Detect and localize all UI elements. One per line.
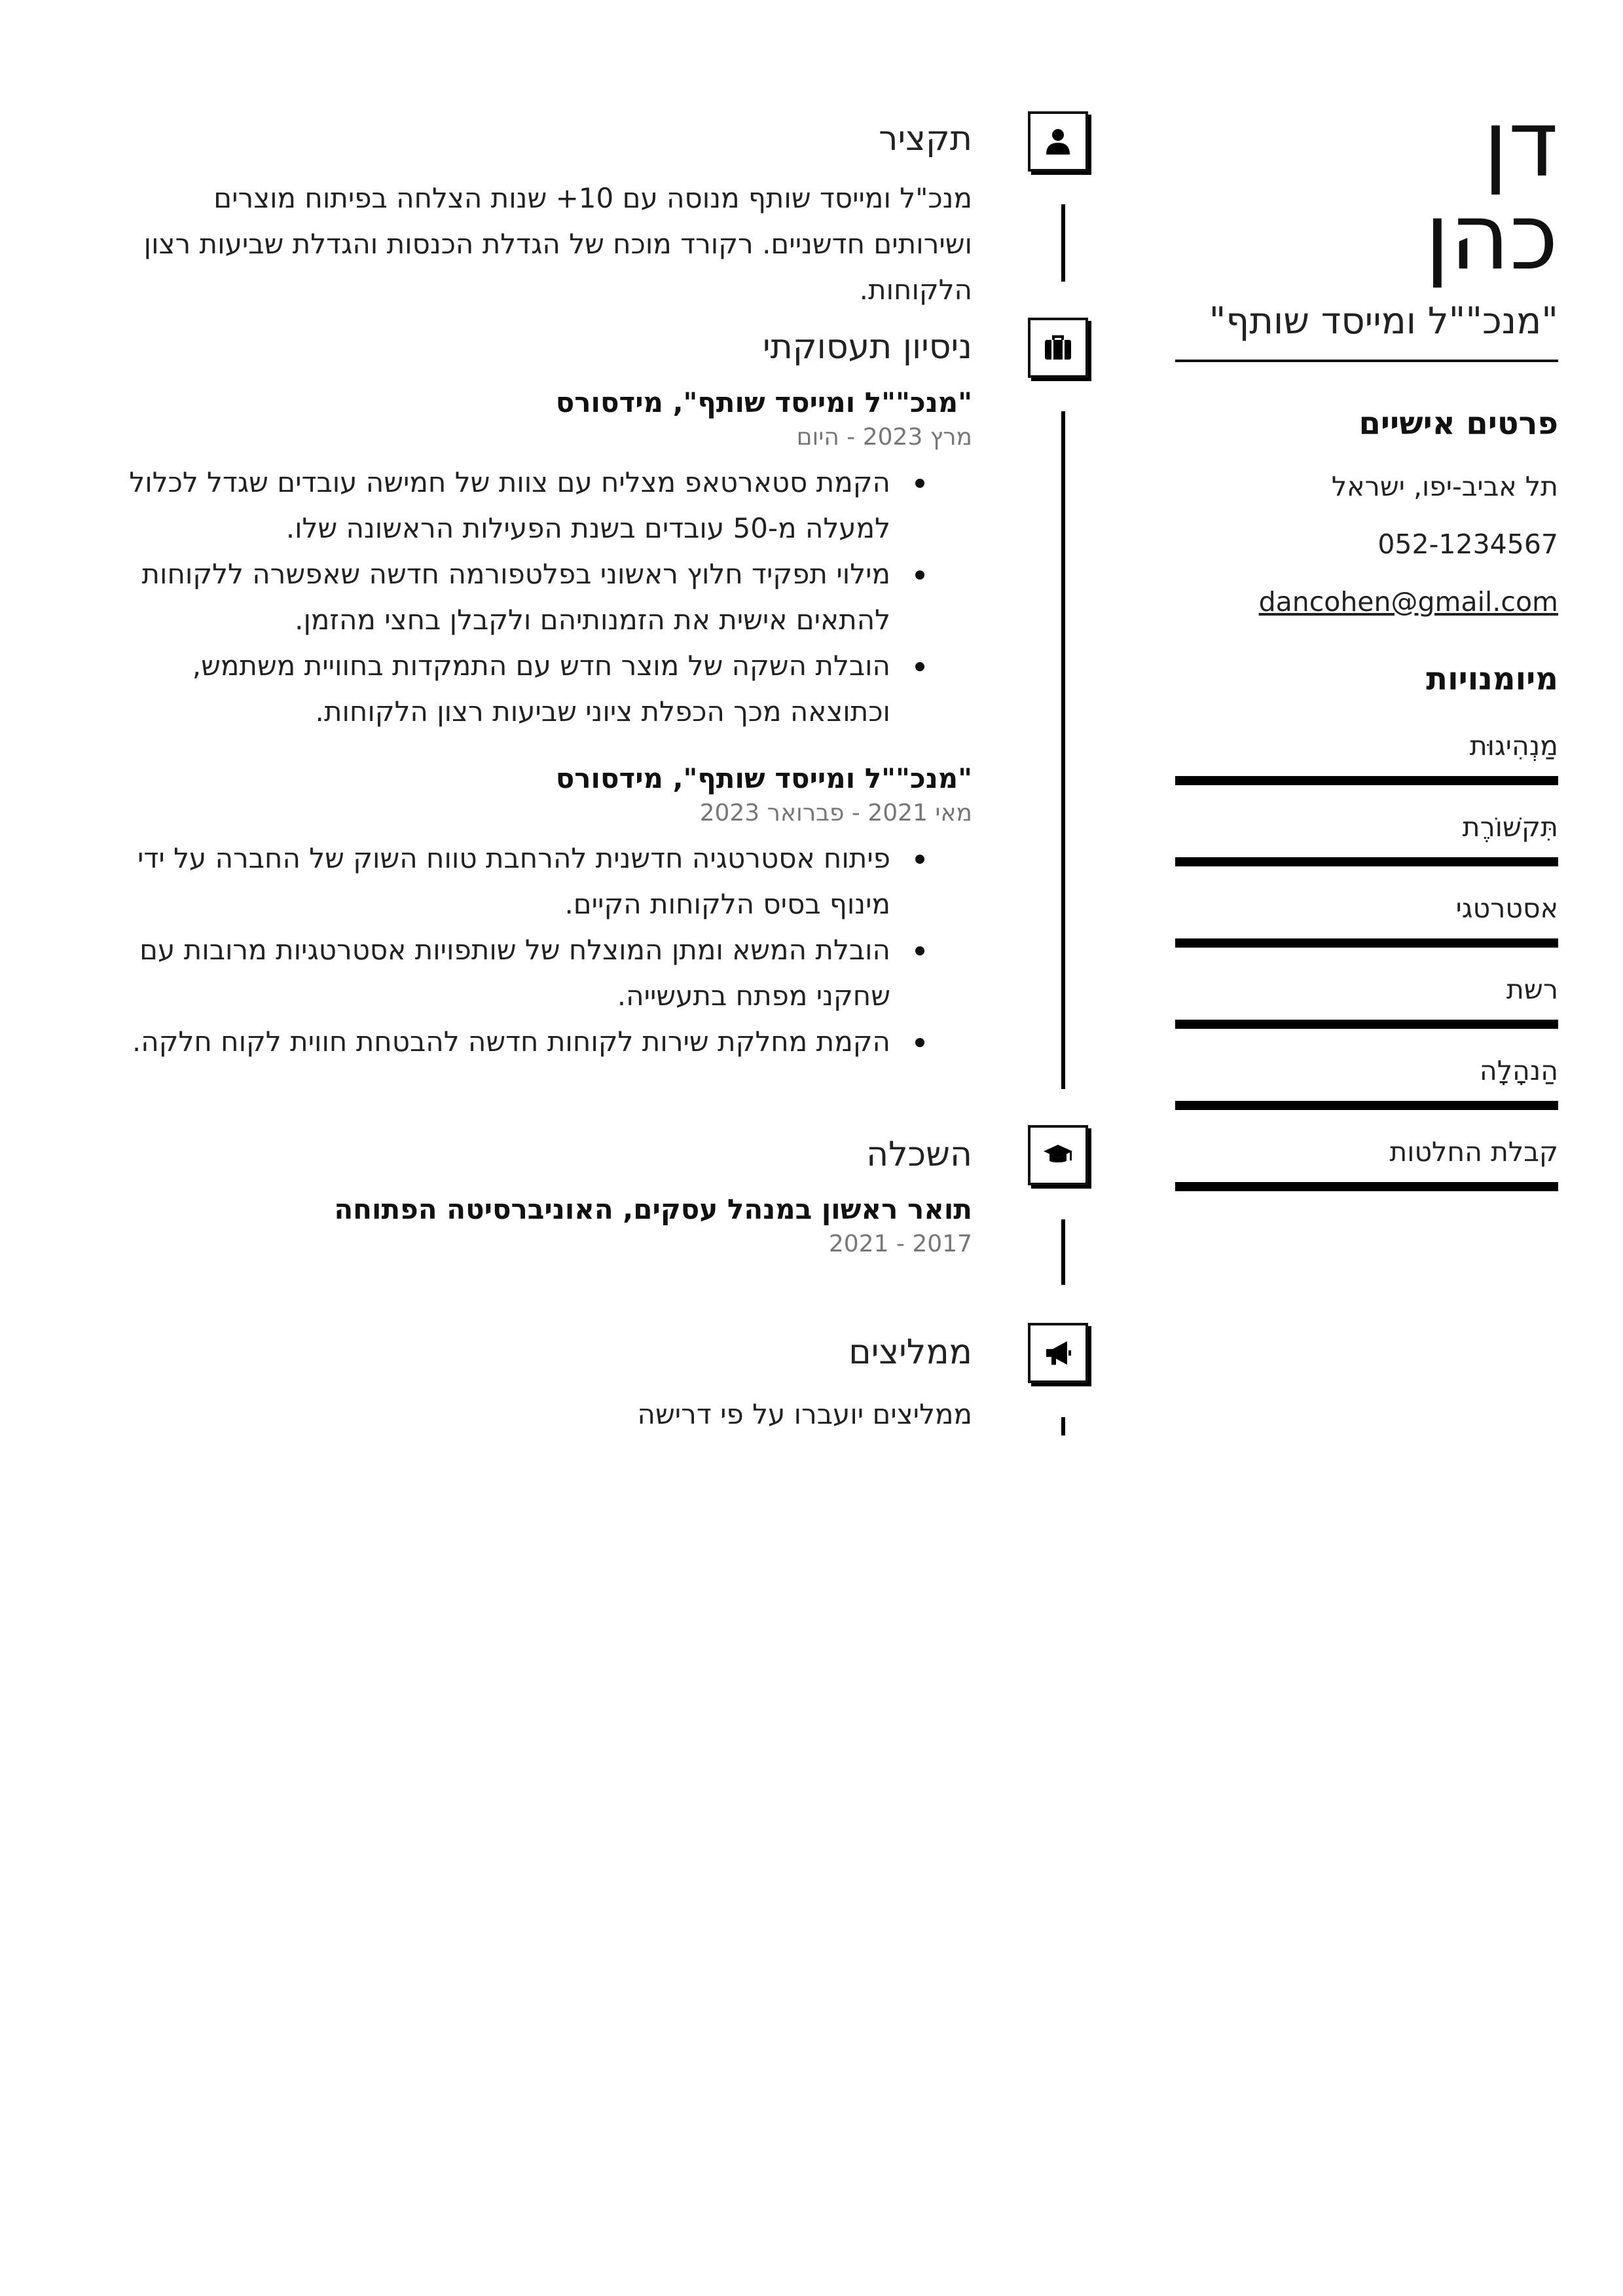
skill-label: תִּקשׁוֹרֶת xyxy=(1462,811,1558,843)
sidebar-divider xyxy=(1175,360,1558,362)
skill-level-bar xyxy=(1175,1182,1558,1191)
summary-heading: תקציר xyxy=(879,119,972,158)
phone-text: 052-1234567 xyxy=(1377,528,1558,560)
timeline-line xyxy=(1061,204,1065,282)
summary-text: מנכ"ל ומייסד שותף מנוסה עם 10+ שנות הצלחה בפיתוח מוצרים ושירותים חדשניים. רקורד מוכח של הגדלת הכנסות והגדלת שביעות רצון הלקוחות. xyxy=(143,182,972,306)
job-bullet-list xyxy=(124,460,972,735)
timeline-line xyxy=(1061,1219,1065,1285)
skill-level-bar xyxy=(1175,938,1558,948)
references-text: ממליצים יועברו על פי דרישה xyxy=(637,1398,972,1430)
job-entry xyxy=(124,386,972,735)
skill-item xyxy=(1175,1136,1558,1191)
skill-item xyxy=(1175,730,1558,785)
references-heading: ממליצים xyxy=(848,1333,972,1372)
degree-dates: 2017 - 2021 xyxy=(828,1231,972,1257)
list-item: מילוי תפקיד חלוץ ראשוני בפלטפורמה חדשה שאפשרה ללקוחות להתאים אישית את הזמנותיהם ולקבלן בחצי מהזמן. xyxy=(124,551,890,643)
job-entry-dates: מרץ 2023 - היום xyxy=(796,424,972,451)
location-text: תל אביב-יפו, ישראל xyxy=(1331,471,1558,502)
job-bullet-list xyxy=(124,836,972,1065)
list-item: פיתוח אסטרטגיה חדשנית להרחבת טווח השוק של החברה על ידי מינוף בסיס הלקוחות הקיים. xyxy=(124,836,890,927)
skill-label: רשת xyxy=(1506,974,1558,1005)
name-first: דן xyxy=(1483,91,1558,198)
list-item: הקמת סטארטאפ מצליח עם צוות של חמישה עובדים שגדל לכלול למעלה מ-50 עובדים בשנת הפעילות הראשונה שלו. xyxy=(124,460,890,551)
skill-label: הַנהָלָה xyxy=(1479,1055,1558,1086)
skill-level-bar xyxy=(1175,776,1558,785)
skill-item xyxy=(1175,974,1558,1029)
job-entry xyxy=(124,762,972,1065)
education-heading: השכלה xyxy=(866,1135,972,1174)
person-icon xyxy=(1028,111,1088,172)
skill-label: מַנְהִיגוּת xyxy=(1469,730,1558,762)
skill-item xyxy=(1175,1055,1558,1110)
list-item: הובלת השקה של מוצר חדש עם התמקדות בחוויית משתמש, וכתוצאה מכך הכפלת ציוני שביעות רצון הלקוחות. xyxy=(124,643,890,735)
list-item: הקמת מחלקת שירות לקוחות חדשה להבטחת חווית לקוח חלקה. xyxy=(124,1019,890,1065)
degree-title: תואר ראשון במנהל עסקים, האוניברסיטה הפתוחה xyxy=(334,1193,972,1225)
skill-level-bar xyxy=(1175,1101,1558,1110)
briefcase-icon xyxy=(1028,318,1088,378)
experience-section xyxy=(124,386,972,1092)
skill-item xyxy=(1175,893,1558,948)
list-item: הובלת המשא ומתן המוצלח של שותפויות אסטרטגיות מרובות עם שחקני מפתח בתעשייה. xyxy=(124,927,890,1019)
timeline-line xyxy=(1061,411,1065,1089)
sidebar xyxy=(1175,91,1558,1191)
job-entry-title: "מנכ""ל ומייסד שותף", מידסורס xyxy=(555,386,972,418)
experience-heading: ניסיון תעסוקתי xyxy=(762,327,972,367)
personal-details-heading: פרטים אישיים xyxy=(1359,405,1558,442)
skill-item xyxy=(1175,811,1558,866)
summary-section xyxy=(124,176,972,313)
email-link[interactable]: dancohen@gmail.com xyxy=(1258,586,1558,618)
skill-label: אסטרטגי xyxy=(1455,893,1558,924)
education-section xyxy=(124,1193,972,1257)
job-title: "מנכ""ל ומייסד שותף" xyxy=(1209,300,1558,343)
references-section xyxy=(124,1392,972,1437)
skill-level-bar xyxy=(1175,1020,1558,1029)
job-entry-dates: מאי 2021 - פברואר 2023 xyxy=(699,800,972,826)
timeline-line xyxy=(1061,1417,1065,1435)
skills-heading: מיומנויות xyxy=(1426,661,1558,697)
megaphone-icon xyxy=(1028,1323,1088,1383)
job-entry-title: "מנכ""ל ומייסד שותף", מידסורס xyxy=(555,762,972,794)
skill-label: קבלת החלטות xyxy=(1389,1136,1558,1168)
graduation-cap-icon xyxy=(1028,1125,1088,1185)
name-last: כהן xyxy=(1425,184,1558,291)
skill-level-bar xyxy=(1175,857,1558,866)
